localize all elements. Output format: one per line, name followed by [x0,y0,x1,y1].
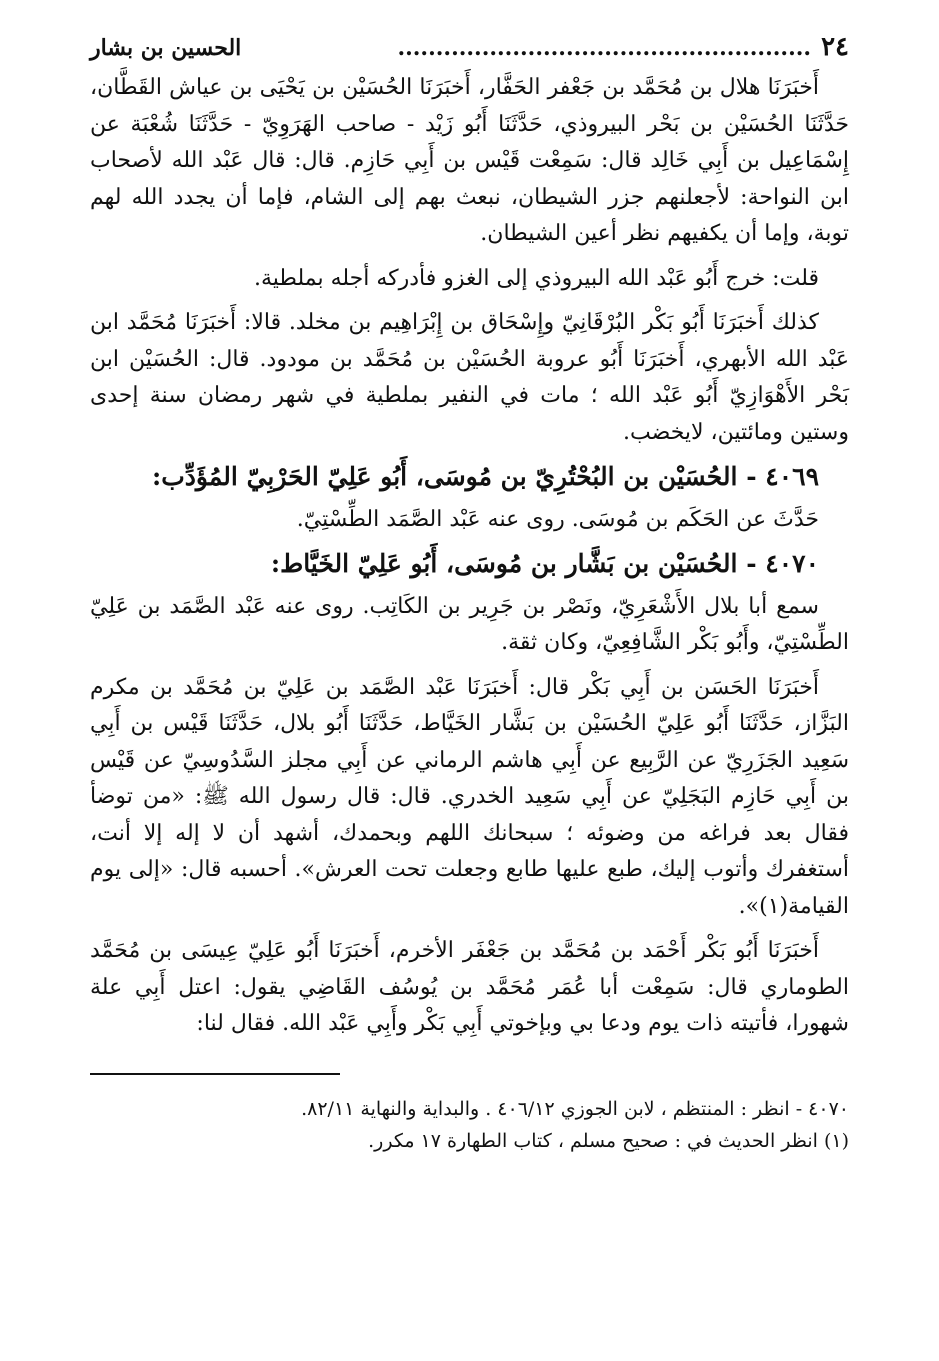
running-title: الحسين بن بشار [90,35,242,61]
paragraph: حَدَّثَ عن الحَكَم بن مُوسَى. روى عنه عَبْد الصَّمَد الطِّسْتِيّ. [296,506,819,532]
entry-heading: ٤٠٧٠ - الحُسَيْن بن بَشَّار بن مُوسَى، أَبُو عَلِيّ الخَيَّاط: [270,549,819,578]
entry-4069 [90,459,849,538]
paragraph: سمع أبا بلال الأَشْعَرِيّ، ونَصْر بن جَرِير بن الكَاتِب. روى عنه عَبْد الصَّمَد بن عَلِيّ الطِّسْتِيّ، وأَبُو بَكْر الشَّافِعِيّ، وكان ثقة. [90,593,849,655]
paragraph: كذلك أَخبَرَنَا أَبُو بَكْر البُرْقَانِيّ وإِسْحَاق بن إِبْرَاهِيم بن مخلد. قالا: أَخبَرَنَا مُحَمَّد ابن عَبْد الله الأبهري، أَخبَرَنَا أَبُو عروبة الحُسَيْن بن مُحَمَّد بن مودود. قال: الحُسَيْن ابن بَحْر الأَهْوَازِيّ أَبُو عَبْد الله ؛ مات في النفير بملطية في شهر رمضان سنة إحدى وستين ومائتين، لايخضب. [90,310,849,445]
paragraph: أَخبَرَنَا الحَسَن بن أَبِي بَكْر قال: أَخبَرَنَا عَبْد الصَّمَد بن عَلِيّ بن مُحَمَّد بن مكرم البَزَّاز، حَدَّثَنَا أَبُو عَلِيّ الحُسَيْن بن بَشَّار الخَيَّاط، حَدَّثَنَا أَبُو بلال، حَدَّثَنَا قَيْس بن أَبِي سَعِيد الجَزَرِيّ عن الرَّبِيع عن أَبِي هاشم الرماني عن أَبِي مجلز السَّدُوسِيّ عن قَيْس بن أَبِي حَازِم البَجَلِيّ عن أَبِي سَعِيد الخدري. قال: قال رسول الله ﷺ: «من توضأ فقال بعد فراغه من وضوئه ؛ سبحانك اللهم وبحمدك، أشهد أن لا إله إلا أنت، أستغفرك وأتوب إليك، طبع عليها طابع وجعلت تحت العرش». أحسبه قال: «إلى يوم القيامة(١)». [90,674,849,919]
footnote: ٤٠٧٠ - انظر : المنتظم ، لابن الجوزي ٤٠٦/١٢ . والبداية والنهاية ٨٢/١١. [301,1097,849,1120]
footnote: (١) انظر الحديث في : صحيح مسلم ، كتاب الطهارة ١٧ مكرر. [368,1129,849,1152]
entry-4070 [90,546,849,1043]
header-leader-dots: ...................................................... [397,35,812,61]
page-body [90,70,849,1043]
page-number: ٢٤ [821,32,849,62]
paragraph: قلت: خرج أَبُو عَبْد الله البيروذي إلى الغزو فأدركه أجله بملطية. [253,265,819,291]
running-header [90,30,849,70]
footnote-separator [90,1073,340,1075]
paragraph: أَخبَرَنَا هلال بن مُحَمَّد بن جَعْفر الحَفَّار، أَخبَرَنَا الحُسَيْن بن يَحْيَى بن عياش القَطَّان، حَدَّثَنَا الحُسَيْن بن بَحْر البيروذي، حَدَّثَنَا أَبُو زَيْد - صاحب الهَرَوِيّ - حَدَّثَنَا شُعْبَة عن إِسْمَاعِيل بن أَبِي خَالِد قال: سَمِعْت قَيْس بن أَبِي حَازِم. قال: قال عَبْد الله لأصحاب ابن النواحة: لأجعلنهم جزر الشيطان، نبعث بهم إلى الشام، فإما أن يجدد الله لهم توبة، وإما أن يكفيهم نظر أعين الشيطان. [90,75,849,246]
footnotes [90,1093,849,1157]
entry-heading: ٤٠٦٩ - الحُسَيْن بن البُحْتُرِيّ بن مُوسَى، أَبُو عَلِيّ الحَرْبِيّ المُؤَدِّب: [152,462,819,491]
paragraph: أَخبَرَنَا أَبُو بَكْر أَحْمَد بن مُحَمَّد بن جَعْفَر الأخرم، أَخبَرَنَا أَبُو عَلِيّ عِيسَى بن مُحَمَّد الطوماري قال: سَمِعْت أبا عُمَر مُحَمَّد بن يُوسُف القَاضِي يقول: اعتل أَبِي علة شهورا، فأتيته ذات يوم ودعا بي وبإخوتي أَبِي بَكْر وأَبِي عَبْد الله. فقال لنا: [90,938,849,1036]
